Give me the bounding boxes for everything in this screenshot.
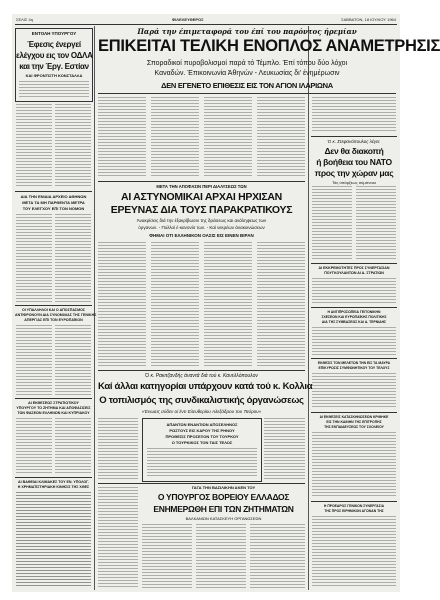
right-headline-6: ΕΠΙΚΥΡΩΣΙΣ ΣΥΜΦΩΝΗΤΙΚΟΥ ΤΟΥ ΤΕΛΟΥΣ	[318, 366, 390, 370]
box-headline: ΡΩΣΤΟΥΣ ΕΙΣ ΚΑΡΟΥ ΤΗΣ ΡΗΝΟΥ	[169, 428, 235, 433]
top-story-kicker: Παρά την έπιμεταφορά του έπί του παρόντος ήρεμίαν	[137, 27, 357, 36]
section-rule	[15, 477, 92, 478]
right-headline-5: ΔΙΑ ΤΗΣ ΣΥΜΒΑΣΕΩΣ ΚΑΙ Δ. ΤΕΡΝΙΔΗΣ	[321, 320, 387, 324]
text-block	[257, 242, 305, 366]
text-block	[16, 325, 52, 395]
lower-subhead: ΒΑΛΚΑΝΙΩΝ ΚΑΤΑΣΚΕΥΗ ΟΡΓΑΝΩΣΕΩΝ	[185, 516, 262, 521]
text-block	[55, 325, 91, 395]
date-line: ΣΑΒΒΑΤΟΝ, 18 ΙΟΥΛΙΟΥ 1964	[341, 17, 396, 22]
text-block	[204, 97, 252, 177]
second-story-deck: όργανων. - Πολλοί έ-κανονίσ των. - Καί νεκρέων άνακοινώσεων	[138, 225, 265, 230]
box-headline: ελέγχου εις τον ΟΔΛΑ	[16, 51, 93, 60]
left-headline-2: ΔΙΑ ΤΗΝ ΕΝΙΑΙΑ ΑΡΧΕΙΟ ΑΘΗΝΩΝ	[20, 194, 87, 199]
right-headline-7: ΤΗΣ ΕΚΠΑΙΔΕΥΣΕΩΣ ΤΟΥ ΣΧΟΛΕΙΟΥ	[324, 425, 384, 429]
text-block	[250, 524, 305, 588]
second-story-deck: Άνακρίσεις διά την έξακρίβωσιν της δράσεως και ανάληψεως των	[136, 218, 267, 223]
section-rule	[311, 136, 397, 137]
right-headline-4: ΑΙ ΕΚΚΡΕΜΟΤΗΤΕΣ ΠΡΟΣ ΣΥΝΕΡΓΑΣΙΑΝ	[318, 266, 390, 270]
text-block	[312, 516, 396, 588]
box-headline: ΠΡΟΘΕΣΙΣ ΠΡΟΣΕΞΟΝ ΤΟΥ ΤΟΥΡΚΟΥ	[165, 434, 239, 439]
section-rule	[15, 398, 92, 399]
right-headline: ή βοήθεια του ΝΑΤΟ	[316, 157, 392, 167]
text-block	[257, 97, 305, 177]
lower-headline: ΕΝΗΜΕΡΩΘΗ ΕΠΙ ΤΩΝ ΖΗΤΗΜΑΤΩΝ	[153, 504, 294, 514]
box-headline: Ο ΤΟΥΡΚΙΚΟΣ ΤΟΝ ΤΑΙΣ ΤΕΛΟΣ	[171, 440, 233, 445]
center-lower-kicker: Ό κ. Ρακιτζανδής άναντά διά τού κ. Κανελλόπουλον	[145, 373, 258, 379]
text-block	[55, 418, 91, 474]
lower-headline: Ο ΥΠΟΥΡΓΟΣ ΒΟΡΕΙΟΥ ΕΛΛΑΔΟΣ	[157, 492, 290, 502]
right-subhead: Τάς ύπάρξεως σύμπνοια	[332, 180, 376, 185]
left-headline-5: ΑΙ ΒΑΘΕΙΑΙ ΚΛΙΜΑΚΕΣ ΤΟΥ ΕΝ. ΥΠΟΛΟΓ.	[18, 480, 89, 484]
text-block	[151, 242, 199, 366]
text-block	[312, 278, 396, 304]
text-block	[98, 487, 138, 588]
second-story-headline: ΑΙ ΑΣΤΥΝΟΜΙΚΑΙ ΑΡΧΑΙ ΗΡΧΙΣΑΝ	[121, 191, 282, 203]
text-block	[16, 104, 52, 188]
text-block	[204, 242, 252, 366]
text-block	[147, 448, 257, 478]
right-headline-8: ΤΗΣ ΠΡΟΣ ΕΙΡΗΝΙΚΟΝ ΑΓΩΝΑΝ ΤΗΣ	[324, 509, 384, 513]
top-story-deck: Σποραδικοί πυροβολισμοί παρά τό Τέμπλο. Έπί τόπου δύο λόχοι	[146, 60, 348, 67]
right-headline-5: Η ΑΝΤΙΠΡΟΣΩΠΕΙΑ ΓΕΙΤΟΝΙΚΗΝ	[327, 310, 381, 314]
second-story-headline: ΕΡΕΥΝΑΣ ΔΙΑ ΤΟΥΣ ΠΑΡΑΚΡΑΤΙΚΟΥΣ	[110, 204, 293, 216]
center-boxed-story	[142, 418, 262, 482]
section-rule	[15, 191, 92, 192]
center-lower-headline: Ο τοπιλισμός της συνδικαλιστικής όργανώσεως	[99, 395, 304, 406]
right-headline-7: ΑΙ ΕΚΘΕΣΕΙΣ ΚΑΤΑΣΚΗΝΩΣΕΩΝ ΚΡΙΘΗΚΕ	[319, 415, 389, 419]
left-headline-3: ΑΝΤΙΦΡΟΝΟΥΝ ΔΙΑ ΣΥΝΟΜΙΛΙΑΣ ΤΗΣ ΓΕΝΙΚΗΣ	[15, 313, 97, 317]
text-block	[151, 97, 199, 177]
text-block	[98, 242, 146, 366]
section-rule	[311, 307, 397, 308]
left-headline-4: ΔΙ ΕΚΘΕΣΕΩΣ ΣΤΡΑΤΙΩΤΙΚΟΥ	[28, 401, 79, 405]
left-headline-2: ΜΕΤΑ ΤΑ ΜΗ ΠΑΡΘΕΝΤΑ ΜΕΤΡΑ	[22, 200, 85, 205]
section-rule	[98, 370, 305, 371]
right-headline-8: Η ΠΡΟΕΔΡΟΣ ΓΕΝΙΚΟΝ ΣΥΝΕΡΓΑΣΙΑ	[323, 504, 385, 508]
text-block	[312, 432, 396, 498]
left-headline-3: ΑΠΕΡΓΙΑΣ ΕΠΙ ΤΟΝ ΕΥΡΩΠΑΪΚΟΝ	[24, 318, 83, 322]
right-kicker: Ό κ. Στεφανόπουλος λέγει:	[327, 139, 381, 144]
second-story-kicker: ΜΕΤΑ ΤΗΝ ΑΠΟΦΑΣΙΝ ΠΕΡΙ ΔΙΑΛΥΣΕΩΣ ΤΩΝ	[156, 184, 247, 189]
text-block	[98, 97, 146, 177]
lower-kicker: ΓΑΓΑ ΤΗΝ ΒΑΣΙΛΙΚΗΝ ΑΚΕΝ ΤΟΥ	[191, 485, 256, 490]
section-rule	[98, 181, 305, 182]
box-headline: ΑΠΑΝΤΩΝ ΕΝΑΝΤΙΩΝ ΑΠΟΣΕΛΗΝΟΣ	[166, 422, 238, 427]
box-subhead: ΚΑΙ ΦΡΟΝΤΙΣΤΗ ΚΟΝΣΤΑΛΛΑ	[25, 73, 83, 78]
left-headline-2: ΤΟΥ ΕΛΕΓΧΟΥ ΕΠΙ ΤΟΝ ΝΟΜΟΝ	[22, 206, 85, 211]
section-rule	[311, 358, 397, 359]
center-lower-deck: «Ένωσις σύδεν οί έντι Ελευθερίου Αλεξάδρου του Ταύρου»	[141, 409, 262, 414]
text-block	[356, 186, 396, 260]
right-headline: Δεν θα διακοπή	[324, 146, 384, 156]
paper-name: ΦΙΛΕΛΕΥΘΕΡΟΣ	[172, 17, 204, 22]
right-headline-5: ΣΧΕΣΕΩΝ ΚΑΙ ΕΥΡΩΠΑΪΚΗΣ ΠΟΛΙΤΙΚΗΣ	[321, 315, 387, 319]
text-block	[196, 524, 246, 588]
box-headline: Έφεσις ένεργεί	[27, 40, 81, 49]
top-story-subhead: ΔΕΝ ΕΓΕΝΕΤΟ ΕΠΙΘΕΣΙΣ ΕΙΣ ΤΟΝ ΑΓΙΟΝ ΙΛΑΡΙΩΝΑ	[161, 81, 333, 90]
section-rule	[98, 483, 305, 484]
left-headline-4: ΥΠΟΥΡΓΟΥ ΤΟ ΖΗΤΗΜΑ ΚΑΙ ΑΠΟΦΑΣΙΣΕΙΣ	[16, 406, 91, 410]
folio-rule	[15, 24, 397, 25]
text-block	[312, 97, 396, 133]
text-block	[98, 418, 138, 480]
right-headline-7: ΕΙΣ ΤΗΝ ΚΑΙΝΗΝ ΤΗΣ ΕΠΙΤΡΟΠΗΣ	[326, 420, 382, 424]
right-headline: προς την χώραν μας	[314, 168, 394, 178]
text-block	[312, 373, 396, 409]
column-rule	[94, 26, 95, 590]
section-rule	[98, 93, 396, 94]
box-headline: και την Έργ. Εστίαν	[19, 62, 89, 71]
newspaper-page	[12, 14, 440, 592]
box-title: ΕΝΤΟΛΗ ΥΠΟΥΡΓΟΥ	[31, 31, 77, 36]
text-block	[16, 214, 52, 302]
text-block	[142, 524, 192, 588]
top-story-headline: ΕΠΙΚΕΙΤΑΙ ΤΕΛΙΚΗ ΕΝΟΠΛΟΣ ΑΝΑΜΕΤΡΗΣΙΣ	[98, 37, 440, 55]
left-headline-5: Η ΧΡΗΜΑΤΙΣΤΗΡΙΑΚΗ ΚΙΝΗΣΙΣ ΤΗΣ ΧΘΕΣ	[17, 485, 90, 489]
column-rule	[308, 26, 309, 590]
section-rule	[311, 501, 397, 502]
text-block	[19, 81, 89, 99]
text-block	[312, 327, 396, 355]
left-boxed-story	[15, 28, 93, 102]
section-rule	[311, 412, 397, 413]
section-rule	[15, 305, 92, 306]
text-block	[16, 418, 52, 474]
second-story-footer: ΦΗΜΑΙ ΟΤΙ ΕΛΛΗΝΙΚΟΝ ΟΑΣΙΣ ΕΙΣ ΕΙΝΕΝ ΒΙΡΑΝ	[149, 233, 254, 238]
text-block	[55, 214, 91, 302]
text-block	[312, 186, 352, 260]
top-story-deck: Καναδών. Έπικοινωνία Άθηνών - Λευκωσίας δι' ένημέρωσιν	[154, 70, 340, 77]
page-number: ΣΕΛΙΣ 4η	[16, 17, 33, 22]
section-rule	[311, 263, 397, 264]
right-headline-4: ΠΟΥΓΚΟΥΛΑΝΤΩΝ ΑΙ Δ. ΣΤΡΑΤΙΩΝ	[324, 271, 384, 275]
left-headline-4: ΤΩΝ ΦΑΣΕΩΝ ΕΛΛΗΝΩΝ ΚΑΙ ΚΥΠΡΙΑΚΟΥ	[17, 411, 90, 415]
stock-table	[16, 492, 91, 588]
center-lower-headline: Καί άλλαι κατηγορίαι υπάρχουν κατά τού κ. Κολλια	[98, 381, 313, 392]
text-block	[55, 104, 91, 188]
right-headline-6: ΕΚΘΕΣΙΣ ΤΟΝ ΜΕΛΕΤΩΝ ΤΗΝ ΕΙΣ ΤΑ ΜΑΥΡΑ	[317, 361, 391, 365]
text-block	[264, 418, 305, 480]
left-headline-3: ΟΙ ΥΠΑΛΛΗΛΟΙ ΚΑΙ Ο ΑΠΟΣΠΑΣΜΟΣ	[21, 308, 86, 312]
